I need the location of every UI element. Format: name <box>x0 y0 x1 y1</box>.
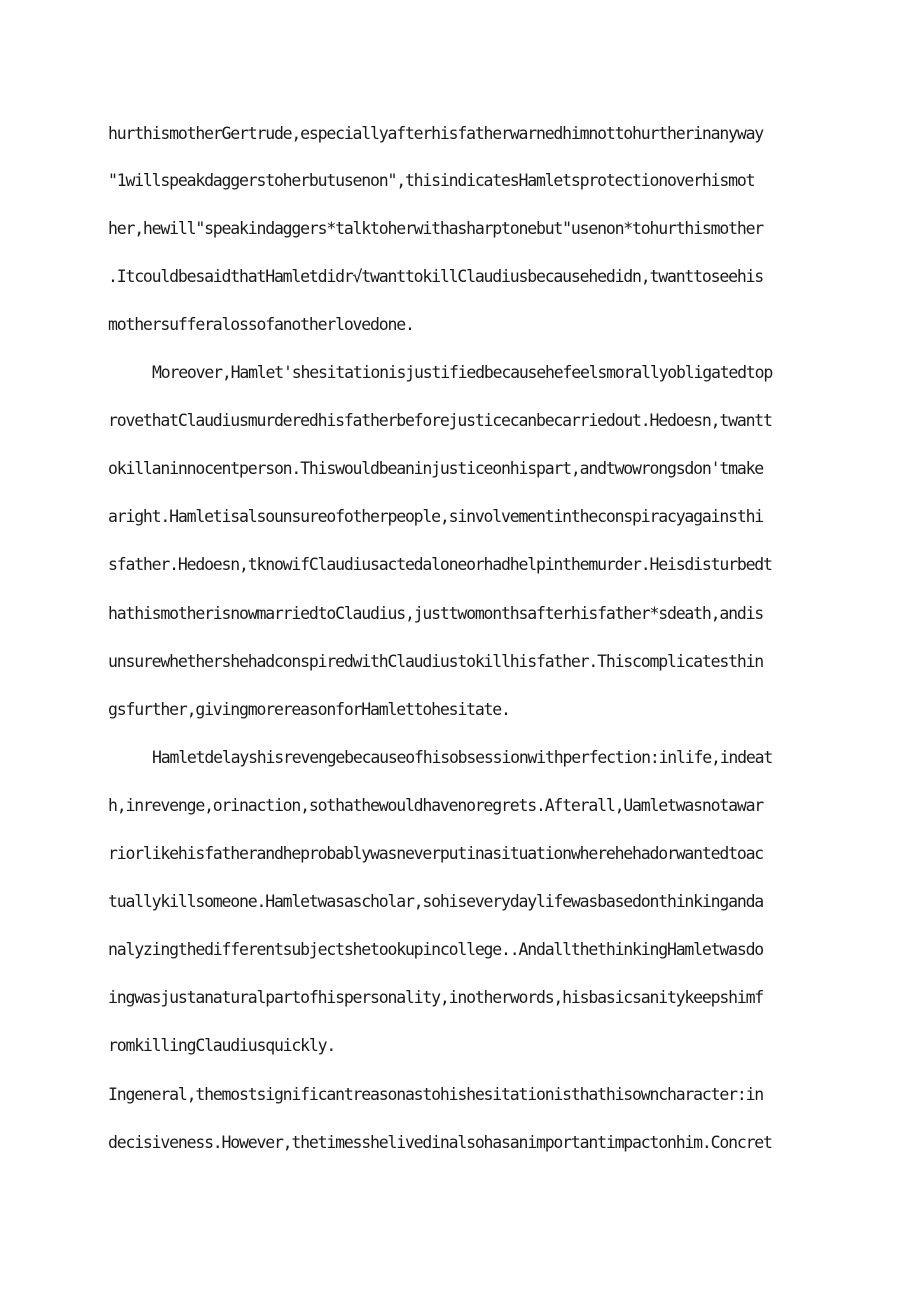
text-line: nalyzingthedifferentsubjectshetookupincollege..AndallthethinkingHamletwasdo <box>108 940 764 959</box>
text-line: ingwasjustanaturalpartofhispersonality,inotherwords,hisbasicsanitykeepshimf <box>108 988 764 1007</box>
text-line: her,hewill"speakindaggers*talktoherwithasharptonebut"usenon*tohurthismother <box>108 219 764 238</box>
paragraph-first-line: Ingeneral,themostsignificantreasonastohishesitationisthathisowncharacter:in <box>108 1085 764 1104</box>
text-line: sfather.Hedoesn,tknowifClaudiusactedaloneorhadhelpinthemurder.Heisdisturbedt <box>108 555 772 574</box>
text-line: "1willspeakdaggerstoherbutusenon",thisindicatesHamletsprotectionoverhismot <box>108 171 755 190</box>
text-line: .ItcouldbesaidthatHamletdidr√twanttokillClaudiusbecausehedidn,twanttoseehis <box>108 267 764 286</box>
paragraph-first-line: Moreover,Hamlet'shesitationisjustifiedbecausehefeelsmorallyobligatedtop <box>152 363 773 382</box>
text-line: decisiveness.However,thetimesshelivedinalsohasanimportantimpactonhim.Concret <box>108 1133 772 1152</box>
text-line: unsurewhethershehadconspiredwithClaudiustokillhisfather.Thiscomplicatesthin <box>108 652 764 671</box>
text-line: gsfurther,givingmorereasonforHamlettohesitate. <box>108 700 510 719</box>
text-line: mothersufferalossofanotherlovedone. <box>108 315 414 334</box>
text-line: tuallykillsomeone.Hamletwasascholar,sohiseverydaylifewasbasedonthinkinganda <box>108 892 764 911</box>
text-line: hurthismotherGertrude,especiallyafterhisfatherwarnedhimnottohurtherinanyway <box>108 124 764 143</box>
text-line: hathismotherisnowmarriedtoClaudius,justtwomonthsafterhisfather*sdeath,andis <box>108 604 764 623</box>
text-line: h,inrevenge,orinaction,sothathewouldhavenoregrets.Afterall,Uamletwasnotawar <box>108 796 764 815</box>
text-line: romkillingClaudiusquickly. <box>108 1036 336 1055</box>
paragraph-first-line: Hamletdelayshisrevengebecauseofhisobsessionwithperfection:inlife,indeat <box>152 748 773 767</box>
text-line: riorlikehisfatherandheprobablywasneverputinasituationwherehehadorwantedtoac <box>108 844 764 863</box>
text-line: rovethatClaudiusmurderedhisfatherbeforejusticecanbecarriedout.Hedoesn,twantt <box>108 411 772 430</box>
text-line: aright.Hamletisalsounsureofotherpeople,sinvolvementintheconspiracyagainsthi <box>108 507 764 526</box>
text-line: okillaninnocentperson.Thiswouldbeaninjusticeonhispart,andtwowrongsdon'tmake <box>108 459 764 478</box>
